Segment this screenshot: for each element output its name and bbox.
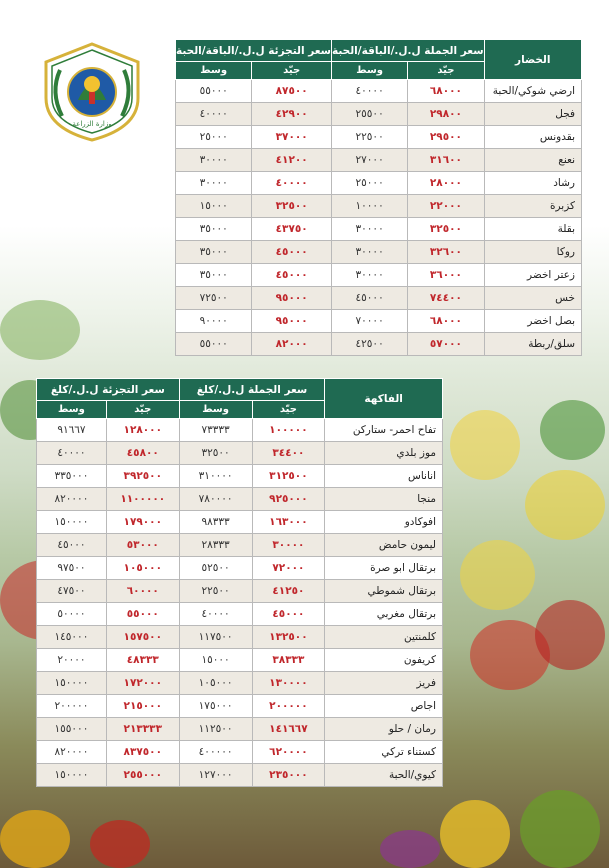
retail-average-price-cell: ١٥٠٠٠٠ [37, 764, 107, 787]
vegetable-row [176, 287, 582, 310]
background-pepper-yellow [450, 410, 520, 480]
background-fruit [440, 800, 510, 868]
item-name-cell: زعتر اخضر [484, 264, 581, 287]
item-name-cell: بقدونس [484, 126, 581, 149]
retail-good-price-cell: ٤٠٠٠٠ [252, 172, 332, 195]
wholesale-good-price-cell: ٢٣٥٠٠٠ [252, 764, 325, 787]
retail-average-price-cell: ٢٠٠٠٠٠ [37, 695, 107, 718]
vegetables-column-header: الخضار [484, 40, 581, 80]
retail-good-price-cell: ٨٧٥٠٠ [252, 80, 332, 103]
wholesale-average-price-cell: ٣٠٠٠٠ [331, 264, 407, 287]
item-name-cell: تفاح احمر- ستاركن [325, 419, 443, 442]
wholesale-good-header: جيّد [252, 401, 325, 419]
fruit-row [37, 672, 443, 695]
retail-average-price-cell: ٧٢٥٠٠ [176, 287, 252, 310]
wholesale-average-price-cell: ٣٠٠٠٠ [331, 218, 407, 241]
wholesale-average-price-cell: ٤٠٠٠٠ [179, 603, 252, 626]
retail-good-price-cell: ١٧٩٠٠٠ [106, 511, 179, 534]
wholesale-average-price-cell: ٢٧٠٠٠ [331, 149, 407, 172]
vegetables-price-table [175, 39, 582, 356]
retail-average-price-cell: ٥٠٠٠٠ [37, 603, 107, 626]
fruit-row [37, 580, 443, 603]
item-name-cell: بقلة [484, 218, 581, 241]
wholesale-good-price-cell: ١٦٣٠٠٠ [252, 511, 325, 534]
wholesale-good-price-cell: ٦٢٠٠٠٠ [252, 741, 325, 764]
retail-average-price-cell: ١٤٥٠٠٠ [37, 626, 107, 649]
wholesale-good-price-cell: ٢٨٠٠٠ [408, 172, 484, 195]
retail-good-price-cell: ٨٢٠٠٠ [252, 333, 332, 356]
wholesale-good-price-cell: ١٠٠٠٠٠ [252, 419, 325, 442]
retail-good-price-cell: ٤٥٨٠٠ [106, 442, 179, 465]
item-name-cell: ليمون حامض [325, 534, 443, 557]
retail-average-price-cell: ٩٧٥٠٠ [37, 557, 107, 580]
wholesale-good-price-cell: ٣٨٣٣٣ [252, 649, 325, 672]
wholesale-good-price-cell: ٩٢٥٠٠٠ [252, 488, 325, 511]
wholesale-good-price-cell: ٣٦٠٠٠ [408, 264, 484, 287]
wholesale-good-price-cell: ١٤١٦٦٧ [252, 718, 325, 741]
background-pepper-yellow [460, 540, 535, 610]
wholesale-average-price-cell: ١٧٥٠٠٠ [179, 695, 252, 718]
fruit-row [37, 442, 443, 465]
retail-good-price-cell: ٤٣٧٥٠ [252, 218, 332, 241]
retail-price-header: سعر التجزئة ل.ل./الباقة/الحبة [176, 40, 332, 62]
vegetable-row [176, 172, 582, 195]
retail-good-header: جيّد [106, 401, 179, 419]
fruit-row [37, 603, 443, 626]
wholesale-average-price-cell: ٧٣٣٣٣ [179, 419, 252, 442]
fruit-row [37, 465, 443, 488]
item-name-cell: منجا [325, 488, 443, 511]
item-name-cell: كزبرة [484, 195, 581, 218]
background-pepper-yellow [525, 470, 605, 540]
fruit-row [37, 649, 443, 672]
wholesale-average-price-cell: ٢٥٠٠٠ [331, 172, 407, 195]
fruit-row [37, 626, 443, 649]
item-name-cell: برتقال ابو صرة [325, 557, 443, 580]
wholesale-average-price-cell: ٣١٠٠٠٠ [179, 465, 252, 488]
fruit-row [37, 718, 443, 741]
retail-average-price-cell: ٣٠٠٠٠ [176, 149, 252, 172]
svg-text:وزارة الزراعة: وزارة الزراعة [72, 120, 112, 128]
wholesale-good-price-cell: ١٣٠٠٠٠ [252, 672, 325, 695]
background-pepper-green [540, 400, 605, 460]
retail-average-price-cell: ١٥٥٠٠٠ [37, 718, 107, 741]
item-name-cell: رشاد [484, 172, 581, 195]
retail-average-price-cell: ٩١٦٦٧ [37, 419, 107, 442]
wholesale-good-price-cell: ٧٢٠٠٠ [252, 557, 325, 580]
item-name-cell: رمان / حلو [325, 718, 443, 741]
vegetable-row [176, 241, 582, 264]
wholesale-average-header: وسط [331, 62, 407, 80]
item-name-cell: كلمنتين [325, 626, 443, 649]
retail-good-price-cell: ٣٧٠٠٠ [252, 126, 332, 149]
vegetable-row [176, 195, 582, 218]
retail-good-price-cell: ٥٥٠٠٠ [106, 603, 179, 626]
retail-average-price-cell: ٤٧٥٠٠ [37, 580, 107, 603]
retail-price-header: سعر التجزئة ل.ل./كلغ [37, 379, 180, 401]
fruit-row [37, 534, 443, 557]
wholesale-good-price-cell: ٣٤٤٠٠ [252, 442, 325, 465]
vegetable-row [176, 310, 582, 333]
retail-good-price-cell: ٢١٥٠٠٠ [106, 695, 179, 718]
wholesale-average-price-cell: ٢٥٥٠٠ [331, 103, 407, 126]
retail-good-price-cell: ٤٨٣٣٣ [106, 649, 179, 672]
wholesale-good-price-cell: ٦٨٠٠٠ [408, 80, 484, 103]
retail-good-header: جيّد [252, 62, 332, 80]
retail-good-price-cell: ٤٥٠٠٠ [252, 264, 332, 287]
retail-average-price-cell: ٥٥٠٠٠ [176, 80, 252, 103]
wholesale-good-price-cell: ٣٢٥٠٠ [408, 218, 484, 241]
background-fruit [380, 830, 440, 868]
item-name-cell: كيوي/الحبة [325, 764, 443, 787]
retail-average-price-cell: ٣٣٥٠٠٠ [37, 465, 107, 488]
item-name-cell: برتقال مغربي [325, 603, 443, 626]
item-name-cell: اجاص [325, 695, 443, 718]
wholesale-average-price-cell: ١٠٥٠٠٠ [179, 672, 252, 695]
retail-average-price-cell: ٩٠٠٠٠ [176, 310, 252, 333]
retail-good-price-cell: ٣٢٥٠٠ [252, 195, 332, 218]
wholesale-good-price-cell: ٢٢٠٠٠ [408, 195, 484, 218]
vegetable-row [176, 126, 582, 149]
item-name-cell: سلق/ربطة [484, 333, 581, 356]
wholesale-good-price-cell: ٢٩٨٠٠ [408, 103, 484, 126]
wholesale-average-header: وسط [179, 401, 252, 419]
item-name-cell: افوكادو [325, 511, 443, 534]
retail-average-price-cell: ٥٥٠٠٠ [176, 333, 252, 356]
wholesale-average-price-cell: ١٠٠٠٠ [331, 195, 407, 218]
item-name-cell: خس [484, 287, 581, 310]
fruits-column-header: الفاكهة [325, 379, 443, 419]
wholesale-good-price-cell: ٣٠٠٠٠ [252, 534, 325, 557]
item-name-cell: نعنع [484, 149, 581, 172]
retail-average-price-cell: ٤٠٠٠٠ [37, 442, 107, 465]
item-name-cell: ارضي شوكي/الحبة [484, 80, 581, 103]
item-name-cell: بصل اخضر [484, 310, 581, 333]
wholesale-average-price-cell: ٣٢٥٠٠ [179, 442, 252, 465]
retail-average-price-cell: ١٥٠٠٠٠ [37, 672, 107, 695]
fruit-row [37, 695, 443, 718]
wholesale-average-price-cell: ٧٨٠٠٠٠ [179, 488, 252, 511]
vegetable-row [176, 80, 582, 103]
wholesale-good-price-cell: ٥٧٠٠٠ [408, 333, 484, 356]
retail-good-price-cell: ٤١٢٠٠ [252, 149, 332, 172]
background-fruit [520, 790, 600, 868]
retail-average-price-cell: ١٥٠٠٠٠ [37, 511, 107, 534]
wholesale-average-price-cell: ٤٢٥٠٠ [331, 333, 407, 356]
retail-good-price-cell: ٤٢٩٠٠ [252, 103, 332, 126]
background-fruit [0, 810, 70, 868]
item-name-cell: فريز [325, 672, 443, 695]
wholesale-good-header: جيّد [408, 62, 484, 80]
item-name-cell: كستناء تركي [325, 741, 443, 764]
retail-good-price-cell: ٩٥٠٠٠ [252, 287, 332, 310]
fruit-row [37, 488, 443, 511]
fruit-row [37, 764, 443, 787]
item-name-cell: موز بلدي [325, 442, 443, 465]
fruit-row [37, 419, 443, 442]
retail-average-price-cell: ٨٢٠٠٠٠ [37, 741, 107, 764]
retail-average-price-cell: ٢٥٠٠٠ [176, 126, 252, 149]
retail-average-price-cell: ٢٠٠٠٠ [37, 649, 107, 672]
wholesale-average-price-cell: ٤٠٠٠٠ [331, 80, 407, 103]
wholesale-average-price-cell: ٥٢٥٠٠ [179, 557, 252, 580]
wholesale-good-price-cell: ٢٠٠٠٠٠ [252, 695, 325, 718]
fruit-row [37, 741, 443, 764]
wholesale-average-price-cell: ١١٧٥٠٠ [179, 626, 252, 649]
wholesale-average-price-cell: ٣٠٠٠٠ [331, 241, 407, 264]
wholesale-good-price-cell: ٢٩٥٠٠ [408, 126, 484, 149]
retail-good-price-cell: ١٧٢٠٠٠ [106, 672, 179, 695]
retail-good-price-cell: ٣٩٢٥٠٠ [106, 465, 179, 488]
retail-good-price-cell: ١٢٨٠٠٠ [106, 419, 179, 442]
retail-good-price-cell: ٦٠٠٠٠ [106, 580, 179, 603]
ministry-of-agriculture-logo [38, 40, 146, 144]
wholesale-price-header: سعر الجملة ل.ل./كلغ [179, 379, 325, 401]
wholesale-good-price-cell: ٣١٦٠٠ [408, 149, 484, 172]
retail-good-price-cell: ٢٥٥٠٠٠ [106, 764, 179, 787]
wholesale-price-header: سعر الجملة ل.ل./الباقة/الحبة [331, 40, 484, 62]
wholesale-average-price-cell: ١١٢٥٠٠ [179, 718, 252, 741]
retail-average-price-cell: ٤٠٠٠٠ [176, 103, 252, 126]
retail-good-price-cell: ١٥٧٥٠٠ [106, 626, 179, 649]
item-name-cell: كريفون [325, 649, 443, 672]
background-pepper-red [535, 600, 605, 670]
wholesale-average-price-cell: ١٢٧٠٠٠ [179, 764, 252, 787]
retail-average-price-cell: ٣٥٠٠٠ [176, 264, 252, 287]
retail-good-price-cell: ٥٣٠٠٠ [106, 534, 179, 557]
retail-average-header: وسط [37, 401, 107, 419]
wholesale-good-price-cell: ١٣٢٥٠٠ [252, 626, 325, 649]
retail-good-price-cell: ٤٥٠٠٠ [252, 241, 332, 264]
item-name-cell: برتقال شموطي [325, 580, 443, 603]
vegetable-row [176, 333, 582, 356]
wholesale-good-price-cell: ٦٨٠٠٠ [408, 310, 484, 333]
wholesale-average-price-cell: ٧٠٠٠٠ [331, 310, 407, 333]
fruits-price-table [36, 378, 443, 787]
retail-average-price-cell: ٣٠٠٠٠ [176, 172, 252, 195]
retail-average-price-cell: ٣٥٠٠٠ [176, 218, 252, 241]
wholesale-good-price-cell: ٣٢٦٠٠ [408, 241, 484, 264]
item-name-cell: اناناس [325, 465, 443, 488]
wholesale-good-price-cell: ٤٥٠٠٠ [252, 603, 325, 626]
vegetable-row [176, 149, 582, 172]
retail-average-price-cell: ٤٥٠٠٠ [37, 534, 107, 557]
wholesale-average-price-cell: ٢٢٥٠٠ [331, 126, 407, 149]
item-name-cell: فجل [484, 103, 581, 126]
wholesale-average-price-cell: ٢٨٣٣٣ [179, 534, 252, 557]
retail-average-price-cell: ١٥٠٠٠ [176, 195, 252, 218]
retail-good-price-cell: ١١٠٠٠٠٠ [106, 488, 179, 511]
background-pepper-green [0, 300, 80, 360]
retail-average-header: وسط [176, 62, 252, 80]
item-name-cell: روكا [484, 241, 581, 264]
vegetable-row [176, 264, 582, 287]
wholesale-average-price-cell: ٤٥٠٠٠ [331, 287, 407, 310]
fruit-row [37, 511, 443, 534]
wholesale-good-price-cell: ٣١٢٥٠٠ [252, 465, 325, 488]
wholesale-average-price-cell: ٩٨٣٣٣ [179, 511, 252, 534]
retail-good-price-cell: ٩٥٠٠٠ [252, 310, 332, 333]
fruit-row [37, 557, 443, 580]
retail-good-price-cell: ٢١٣٣٣٣ [106, 718, 179, 741]
retail-average-price-cell: ٨٢٠٠٠٠ [37, 488, 107, 511]
wholesale-average-price-cell: ١٥٠٠٠ [179, 649, 252, 672]
vegetable-row [176, 103, 582, 126]
wholesale-good-price-cell: ٤١٢٥٠ [252, 580, 325, 603]
retail-good-price-cell: ٨٣٧٥٠٠ [106, 741, 179, 764]
wholesale-average-price-cell: ٢٢٥٠٠ [179, 580, 252, 603]
retail-good-price-cell: ١٠٥٠٠٠ [106, 557, 179, 580]
background-fruit [90, 820, 150, 868]
retail-average-price-cell: ٣٥٠٠٠ [176, 241, 252, 264]
wholesale-good-price-cell: ٧٤٤٠٠ [408, 287, 484, 310]
wholesale-average-price-cell: ٤٠٠٠٠٠ [179, 741, 252, 764]
vegetable-row [176, 218, 582, 241]
